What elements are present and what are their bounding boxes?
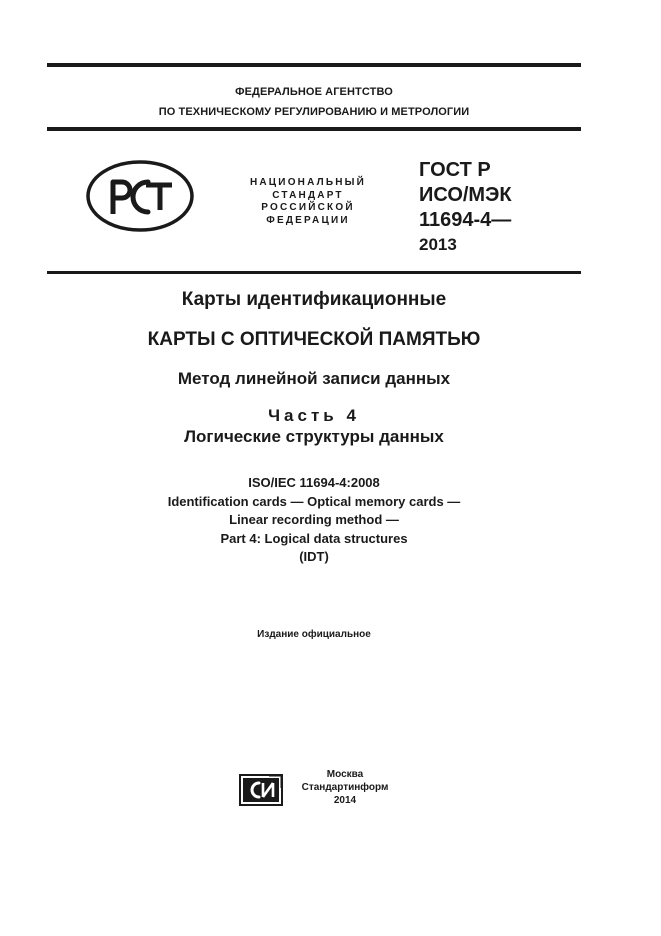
rst-emblem-icon xyxy=(86,160,194,232)
iso-title-line-1: Identification cards — Optical memory cards — xyxy=(167,493,461,509)
standard-designation xyxy=(419,158,579,257)
publisher-year: 2014 xyxy=(333,795,357,806)
designation-line-1: ГОСТ Р xyxy=(419,159,491,181)
publisher-name: Стандартинформ xyxy=(301,782,389,793)
designation-line-3: 11694-4— xyxy=(419,209,512,231)
publisher-city: Москва xyxy=(326,769,364,780)
national-line-4: ФЕДЕРАЦИИ xyxy=(266,214,350,226)
iso-code: ISO/IEC 11694-4:2008 xyxy=(248,475,380,490)
national-line-3: РОССИЙСКОЙ xyxy=(261,202,355,213)
title-line-1: Карты идентификационные xyxy=(181,289,447,310)
part-title: Логические структуры данных xyxy=(184,427,444,446)
title-divider xyxy=(47,271,581,274)
title-line-3: Метод линейной записи данных xyxy=(177,369,451,388)
agency-header xyxy=(47,82,581,122)
header-divider xyxy=(47,127,581,131)
top-divider xyxy=(47,63,581,67)
title-line-2: КАРТЫ С ОПТИЧЕСКОЙ ПАМЯТЬЮ xyxy=(147,329,481,350)
part-number: Часть 4 xyxy=(268,406,360,425)
designation-year: 2013 xyxy=(419,235,457,254)
official-edition-label: Издание официальное xyxy=(257,629,371,640)
international-reference xyxy=(47,474,581,567)
publisher-block xyxy=(290,768,400,807)
national-standard-label xyxy=(228,177,388,227)
iso-title-line-3: Part 4: Logical data structures xyxy=(220,530,408,546)
national-line-2: СТАНДАРТ xyxy=(272,189,344,201)
standartinform-logo-icon xyxy=(239,774,283,806)
designation-line-2: ИСО/МЭК xyxy=(419,184,512,206)
iso-equivalence: (IDT) xyxy=(299,549,329,564)
agency-line-1: ФЕДЕРАЛЬНОЕ АГЕНТСТВО xyxy=(235,86,393,98)
iso-title-line-2: Linear recording method — xyxy=(229,512,399,527)
agency-line-2: ПО ТЕХНИЧЕСКОМУ РЕГУЛИРОВАНИЮ И МЕТРОЛОГИИ xyxy=(158,106,470,118)
national-line-1: НАЦИОНАЛЬНЫЙ xyxy=(249,177,367,188)
